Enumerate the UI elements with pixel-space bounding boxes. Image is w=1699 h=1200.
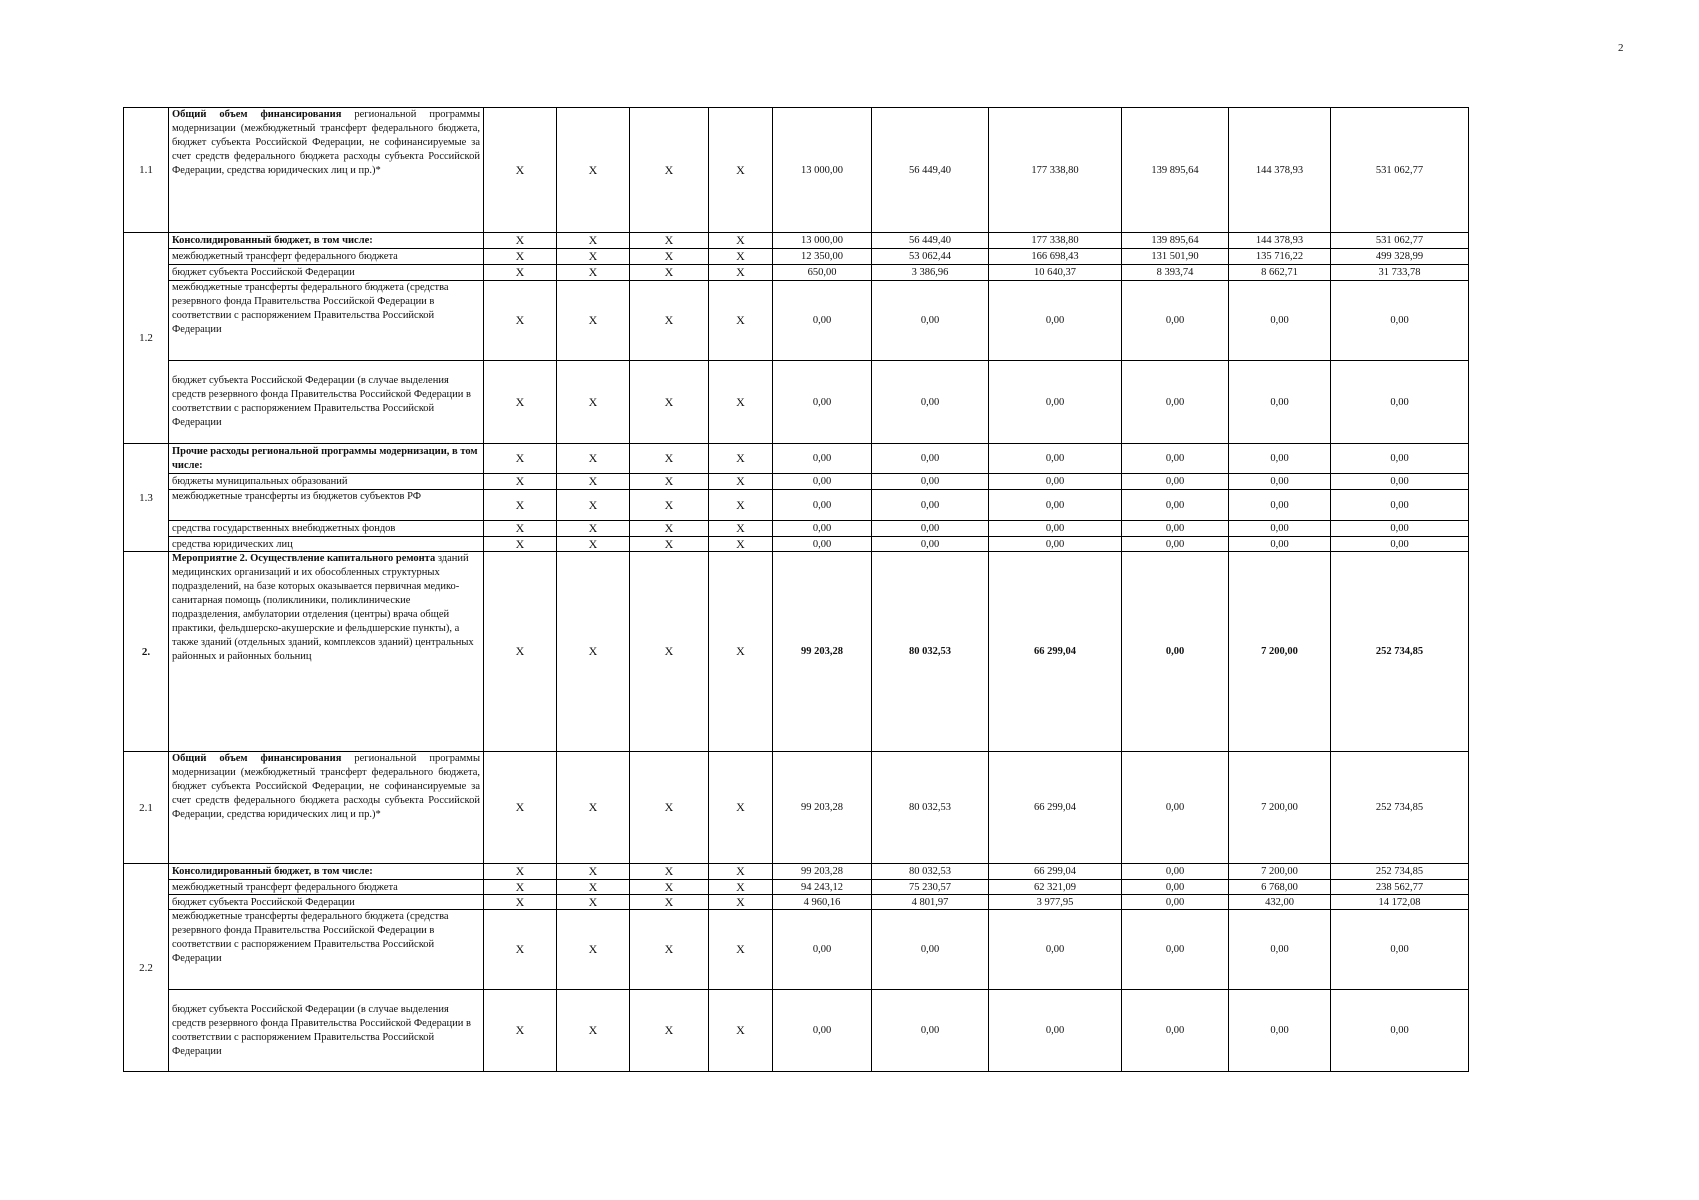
value-cell: 139 895,64 [1122,108,1229,233]
value-cell: 139 895,64 [1122,233,1229,249]
table-row [124,552,1469,752]
row-description: бюджет субъекта Российской Федерации [169,895,484,910]
value-cell: 0,00 [1122,474,1229,490]
value-cell: 0,00 [773,537,872,552]
x-cell: X [630,108,709,233]
x-cell: X [484,444,557,474]
value-cell: 0,00 [1331,990,1469,1072]
table-row [124,281,1469,361]
table-row [124,361,1469,444]
value-cell: 0,00 [1331,361,1469,444]
value-cell: 0,00 [1331,474,1469,490]
row-description: Общий объем финансирования региональной программы модернизации (межбюджетный трансферт федерального бюджета, бюджет субъекта Российской Федерации, не софинансируемые за счет средств федерального бюджета расходы субъекта Российской Федерации, средства юридических лиц и пр.)* [169,752,484,864]
value-cell: 0,00 [1331,444,1469,474]
x-cell: X [557,910,630,990]
row-description: межбюджетные трансферты федерального бюджета (средства резервного фонда Правительства Российской Федерации в соответствии с распоряжением Правительства Российской Федерации [169,910,484,990]
x-cell: X [630,444,709,474]
value-cell: 80 032,53 [872,752,989,864]
value-cell: 0,00 [1122,752,1229,864]
value-cell: 0,00 [989,474,1122,490]
x-cell: X [709,281,773,361]
value-cell: 6 768,00 [1229,880,1331,895]
x-cell: X [709,474,773,490]
value-cell: 0,00 [872,537,989,552]
value-cell: 56 449,40 [872,233,989,249]
value-cell: 252 734,85 [1331,864,1469,880]
x-cell: X [630,752,709,864]
value-cell: 31 733,78 [1331,265,1469,281]
x-cell: X [709,895,773,910]
table-row [124,990,1469,1072]
value-cell: 0,00 [1229,990,1331,1072]
value-cell: 650,00 [773,265,872,281]
value-cell: 177 338,80 [989,108,1122,233]
value-cell: 0,00 [989,537,1122,552]
value-cell: 135 716,22 [1229,249,1331,265]
x-cell: X [630,474,709,490]
value-cell: 0,00 [1122,444,1229,474]
value-cell: 0,00 [1331,490,1469,521]
row-description: межбюджетный трансферт федерального бюджета [169,249,484,265]
x-cell: X [709,864,773,880]
value-cell: 252 734,85 [1331,552,1469,752]
x-cell: X [557,108,630,233]
value-cell: 0,00 [1229,537,1331,552]
x-cell: X [709,249,773,265]
row-description: межбюджетный трансферт федерального бюджета [169,880,484,895]
x-cell: X [484,233,557,249]
row-description: бюджет субъекта Российской Федерации (в случае выделения средств резервного фонда Правительства Российской Федерации в соответствии с распоряжением Правительства Российской Федерации [169,990,484,1072]
x-cell: X [557,474,630,490]
value-cell: 531 062,77 [1331,233,1469,249]
x-cell: X [630,910,709,990]
value-cell: 0,00 [872,474,989,490]
row-description: Общий объем финансирования региональной программы модернизации (межбюджетный трансферт федерального бюджета, бюджет субъекта Российской Федерации, не софинансируемые за счет средств федерального бюджета расходы субъекта Российской Федерации, средства юридических лиц и пр.)* [169,108,484,233]
x-cell: X [709,990,773,1072]
value-cell: 7 200,00 [1229,752,1331,864]
x-cell: X [630,521,709,537]
x-cell: X [709,752,773,864]
row-description: бюджеты муниципальных образований [169,474,484,490]
value-cell: 0,00 [773,361,872,444]
table-row [124,537,1469,552]
row-description: межбюджетные трансферты федерального бюджета (средства резервного фонда Правительства Российской Федерации в соответствии с распоряжением Правительства Российской Федерации [169,281,484,361]
row-index: 2. [124,552,169,752]
x-cell: X [484,552,557,752]
value-cell: 99 203,28 [773,752,872,864]
row-index: 1.3 [124,444,169,552]
value-cell: 0,00 [1122,990,1229,1072]
value-cell: 0,00 [1122,537,1229,552]
row-index: 2.1 [124,752,169,864]
x-cell: X [630,552,709,752]
x-cell: X [709,265,773,281]
x-cell: X [709,910,773,990]
value-cell: 94 243,12 [773,880,872,895]
table-row [124,880,1469,895]
x-cell: X [709,108,773,233]
value-cell: 8 393,74 [1122,265,1229,281]
value-cell: 8 662,71 [1229,265,1331,281]
x-cell: X [557,265,630,281]
x-cell: X [557,521,630,537]
value-cell: 0,00 [989,281,1122,361]
x-cell: X [630,233,709,249]
value-cell: 0,00 [989,910,1122,990]
value-cell: 99 203,28 [773,552,872,752]
value-cell: 0,00 [1229,361,1331,444]
x-cell: X [484,108,557,233]
value-cell: 0,00 [1229,444,1331,474]
x-cell: X [709,490,773,521]
value-cell: 75 230,57 [872,880,989,895]
value-cell: 0,00 [872,281,989,361]
table-row [124,444,1469,474]
x-cell: X [557,864,630,880]
x-cell: X [709,521,773,537]
row-description: бюджет субъекта Российской Федерации [169,265,484,281]
table-row [124,265,1469,281]
value-cell: 66 299,04 [989,864,1122,880]
row-description: средства государственных внебюджетных фондов [169,521,484,537]
x-cell: X [709,361,773,444]
value-cell: 144 378,93 [1229,233,1331,249]
row-description: Прочие расходы региональной программы модернизации, в том числе: [169,444,484,474]
value-cell: 62 321,09 [989,880,1122,895]
value-cell: 144 378,93 [1229,108,1331,233]
row-index: 2.2 [124,864,169,1072]
table-row [124,910,1469,990]
table-row [124,895,1469,910]
x-cell: X [709,444,773,474]
value-cell: 531 062,77 [1331,108,1469,233]
value-cell: 0,00 [872,361,989,444]
table-row [124,864,1469,880]
value-cell: 432,00 [1229,895,1331,910]
value-cell: 14 172,08 [1331,895,1469,910]
x-cell: X [630,537,709,552]
table-row [124,752,1469,864]
x-cell: X [557,444,630,474]
value-cell: 499 328,99 [1331,249,1469,265]
value-cell: 0,00 [773,521,872,537]
x-cell: X [709,233,773,249]
row-description: бюджет субъекта Российской Федерации (в случае выделения средств резервного фонда Правительства Российской Федерации в соответствии с распоряжением Правительства Российской Федерации [169,361,484,444]
value-cell: 4 960,16 [773,895,872,910]
x-cell: X [630,880,709,895]
page-number: 2 [1618,42,1624,54]
value-cell: 3 386,96 [872,265,989,281]
value-cell: 0,00 [1122,880,1229,895]
x-cell: X [630,281,709,361]
x-cell: X [557,361,630,444]
value-cell: 10 640,37 [989,265,1122,281]
row-description: Консолидированный бюджет, в том числе: [169,233,484,249]
value-cell: 0,00 [773,910,872,990]
table-row [124,521,1469,537]
x-cell: X [484,895,557,910]
value-cell: 0,00 [773,474,872,490]
value-cell: 0,00 [1122,281,1229,361]
value-cell: 0,00 [872,910,989,990]
value-cell: 0,00 [1122,490,1229,521]
value-cell: 0,00 [989,361,1122,444]
x-cell: X [630,361,709,444]
x-cell: X [484,281,557,361]
value-cell: 0,00 [773,281,872,361]
x-cell: X [557,281,630,361]
x-cell: X [630,265,709,281]
value-cell: 0,00 [773,444,872,474]
x-cell: X [709,552,773,752]
x-cell: X [484,990,557,1072]
x-cell: X [557,552,630,752]
value-cell: 0,00 [872,444,989,474]
value-cell: 0,00 [872,990,989,1072]
row-index: 1.2 [124,233,169,444]
value-cell: 0,00 [989,490,1122,521]
value-cell: 238 562,77 [1331,880,1469,895]
value-cell: 99 203,28 [773,864,872,880]
x-cell: X [484,910,557,990]
value-cell: 166 698,43 [989,249,1122,265]
value-cell: 3 977,95 [989,895,1122,910]
x-cell: X [557,233,630,249]
table-row [124,249,1469,265]
value-cell: 0,00 [1122,361,1229,444]
table-row [124,108,1469,233]
value-cell: 0,00 [1229,910,1331,990]
x-cell: X [630,864,709,880]
x-cell: X [630,990,709,1072]
value-cell: 0,00 [773,490,872,521]
x-cell: X [484,537,557,552]
value-cell: 0,00 [1331,910,1469,990]
x-cell: X [557,990,630,1072]
value-cell: 13 000,00 [773,108,872,233]
financing-table [123,107,1469,1072]
table-row [124,474,1469,490]
x-cell: X [709,880,773,895]
x-cell: X [484,265,557,281]
value-cell: 0,00 [1122,552,1229,752]
value-cell: 0,00 [1122,521,1229,537]
value-cell: 66 299,04 [989,552,1122,752]
value-cell: 0,00 [1229,281,1331,361]
value-cell: 13 000,00 [773,233,872,249]
x-cell: X [630,895,709,910]
value-cell: 0,00 [1122,910,1229,990]
x-cell: X [484,880,557,895]
x-cell: X [557,490,630,521]
value-cell: 80 032,53 [872,864,989,880]
value-cell: 0,00 [989,990,1122,1072]
value-cell: 0,00 [1122,895,1229,910]
x-cell: X [630,249,709,265]
x-cell: X [484,864,557,880]
value-cell: 177 338,80 [989,233,1122,249]
value-cell: 12 350,00 [773,249,872,265]
value-cell: 0,00 [1122,864,1229,880]
x-cell: X [557,249,630,265]
x-cell: X [630,490,709,521]
value-cell: 7 200,00 [1229,864,1331,880]
value-cell: 0,00 [1229,490,1331,521]
value-cell: 0,00 [872,490,989,521]
x-cell: X [484,521,557,537]
x-cell: X [557,752,630,864]
value-cell: 0,00 [1331,521,1469,537]
x-cell: X [484,249,557,265]
value-cell: 0,00 [989,444,1122,474]
value-cell: 0,00 [1229,474,1331,490]
x-cell: X [484,474,557,490]
row-description: средства юридических лиц [169,537,484,552]
value-cell: 80 032,53 [872,552,989,752]
x-cell: X [484,490,557,521]
value-cell: 53 062,44 [872,249,989,265]
x-cell: X [484,361,557,444]
value-cell: 7 200,00 [1229,552,1331,752]
value-cell: 66 299,04 [989,752,1122,864]
value-cell: 0,00 [773,990,872,1072]
x-cell: X [557,880,630,895]
value-cell: 252 734,85 [1331,752,1469,864]
row-description: Мероприятие 2. Осуществление капитального ремонта зданий медицинских организаций и их обособленных структурных подразделений, на базе которых оказывается первичная медико-санитарная помощь (поликлиники, поликлинические подразделения, амбулатории отделения (центры) врача общей практики, фельдшерско-акушерские и фельдшерские пункты), а также зданий (отдельных зданий, комплексов зданий) центральных районных и районных больниц [169,552,484,752]
table-row [124,490,1469,521]
row-description: Консолидированный бюджет, в том числе: [169,864,484,880]
value-cell: 131 501,90 [1122,249,1229,265]
row-index: 1.1 [124,108,169,233]
value-cell: 0,00 [872,521,989,537]
value-cell: 0,00 [989,521,1122,537]
row-description: межбюджетные трансферты из бюджетов субъектов РФ [169,490,484,521]
value-cell: 0,00 [1331,537,1469,552]
x-cell: X [557,895,630,910]
value-cell: 4 801,97 [872,895,989,910]
table-row [124,233,1469,249]
x-cell: X [709,537,773,552]
value-cell: 0,00 [1229,521,1331,537]
value-cell: 0,00 [1331,281,1469,361]
x-cell: X [557,537,630,552]
x-cell: X [484,752,557,864]
value-cell: 56 449,40 [872,108,989,233]
